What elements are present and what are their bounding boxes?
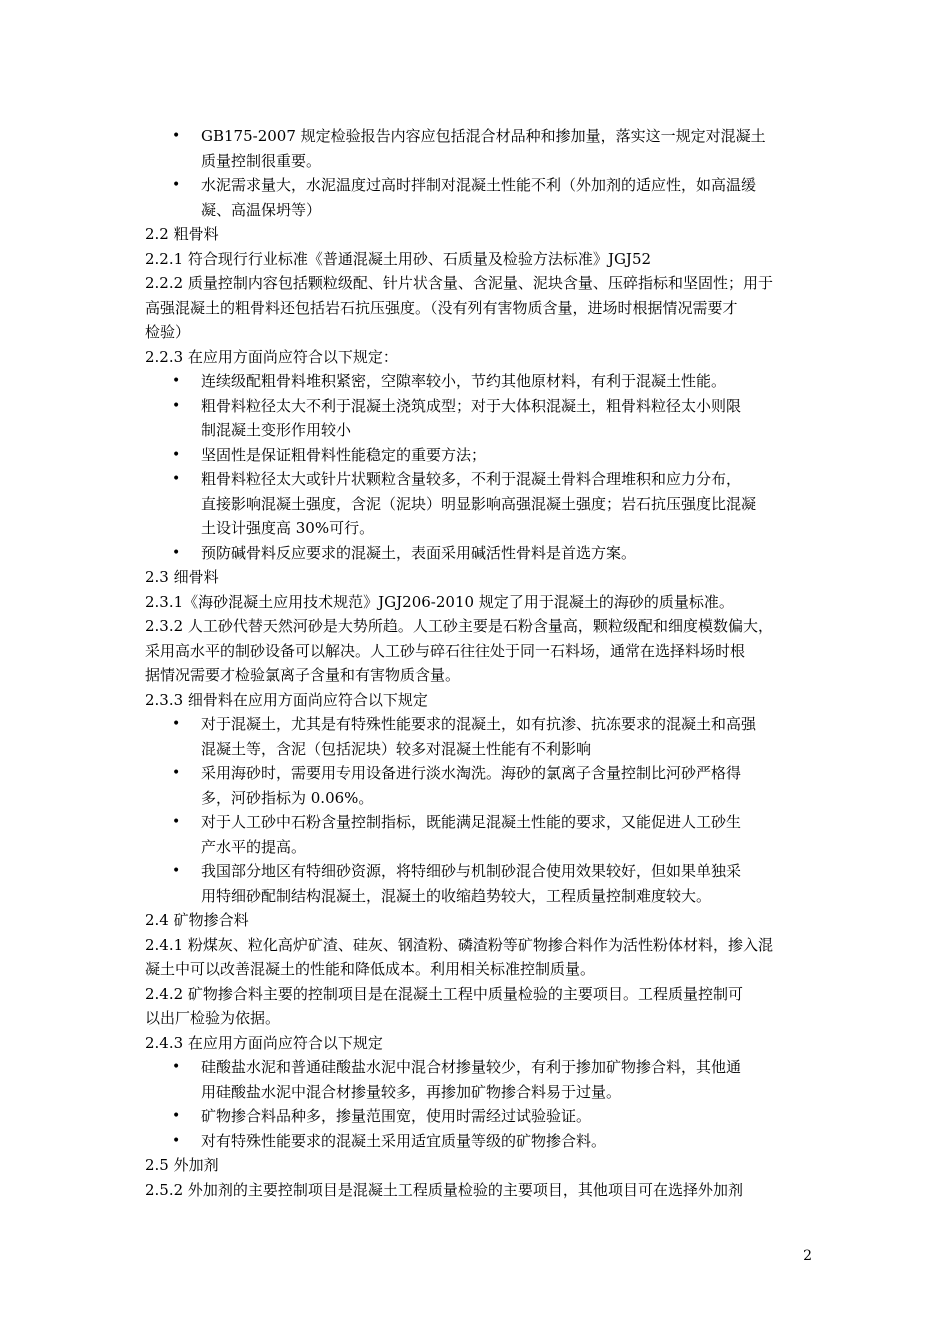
paragraph-line <box>145 271 810 296</box>
line-text: 采用海砂时，需要用专用设备进行淡水淘洗。海砂的氯离子含量控制比河砂严格得 <box>201 764 742 782</box>
bullet-item-continuation <box>145 835 810 860</box>
paragraph-line <box>145 614 810 639</box>
bullet-icon: • <box>172 544 181 561</box>
line-text: GB175-2007 规定检验报告内容应包括混合材品种和掺加量，落实这一规定对混凝土 <box>201 127 766 145</box>
line-text: 用硅酸盐水泥中混合材掺量较多，再掺加矿物掺合料易于过量。 <box>201 1082 622 1101</box>
line-text: 硅酸盐水泥和普通硅酸盐水泥中混合材掺量较少，有利于掺加矿物掺合料，其他通 <box>201 1058 742 1076</box>
bullet-item <box>145 761 810 786</box>
bullet-item-continuation <box>145 884 810 909</box>
line-text: 2.5 外加剂 <box>145 1156 219 1174</box>
line-text: 2.2.2 质量控制内容包括颗粒级配、针片状含量、含泥量、泥块含量、压碎指标和坚固性；用于 <box>145 274 773 292</box>
line-text: 2.4.2 矿物掺合料主要的控制项目是在混凝土工程中质量检验的主要项目。工程质量控制可 <box>145 984 743 1003</box>
bullet-item-continuation <box>145 492 810 517</box>
bullet-item-continuation <box>145 786 810 811</box>
bullet-icon: • <box>172 716 181 732</box>
bullet-item <box>145 1055 810 1080</box>
line-text: 粗骨料粒径太大不利于混凝土浇筑成型；对于大体积混凝土，粗骨料粒径太小则限 <box>201 396 742 415</box>
paragraph-line <box>145 639 810 664</box>
bullet-item <box>145 467 810 492</box>
page-number: 2 <box>803 1248 812 1264</box>
bullet-item <box>145 1104 810 1129</box>
line-text: 2.3 细骨料 <box>145 568 219 586</box>
line-text: 多，河砂指标为 0.06%。 <box>201 788 374 807</box>
bullet-item-continuation <box>145 149 810 174</box>
bullet-icon: • <box>172 177 181 193</box>
bullet-icon: • <box>172 471 181 487</box>
bullet-icon: • <box>172 373 181 389</box>
line-text: 对于人工砂中石粉含量控制指标，既能满足混凝土性能的要求，又能促进人工砂生 <box>201 813 742 831</box>
document-body <box>145 124 810 1202</box>
section-heading <box>145 222 810 247</box>
line-text: 质量控制很重要。 <box>201 151 322 170</box>
line-text: 制混凝土变形作用较小 <box>201 421 352 439</box>
line-text: 连续级配粗骨料堆积紧密，空隙率较小，节约其他原材料，有利于混凝土性能。 <box>201 372 727 390</box>
bullet-item <box>145 369 810 394</box>
bullet-item <box>145 443 810 468</box>
line-text: 2.2 粗骨料 <box>145 225 219 243</box>
bullet-icon: • <box>172 397 181 414</box>
bullet-item-continuation <box>145 516 810 541</box>
paragraph-line <box>145 590 810 615</box>
line-text: 2.4 矿物掺合料 <box>145 911 249 929</box>
line-text: 用特细砂配制结构混凝土，混凝土的收缩趋势较大，工程质量控制难度较大。 <box>201 886 712 905</box>
bullet-icon: • <box>172 128 181 144</box>
bullet-item-continuation <box>145 737 810 762</box>
line-text: 2.3.2 人工砂代替天然河砂是大势所趋。人工砂主要是石粉含量高，颗粒级配和细度模数偏大， <box>145 617 773 635</box>
line-text: 我国部分地区有特细砂资源，将特细砂与机制砂混合使用效果较好，但如果单独采 <box>201 862 742 880</box>
line-text: 对于混凝土，尤其是有特殊性能要求的混凝土，如有抗渗、抗冻要求的混凝土和高强 <box>201 715 757 733</box>
line-text: 以出厂检验为依据。 <box>145 1009 281 1027</box>
paragraph-line <box>145 1178 810 1203</box>
line-text: 2.3.1《海砂混凝土应用技术规范》JGJ206-2010 规定了用于混凝土的海砂的质量标准。 <box>145 592 734 611</box>
paragraph-line <box>145 247 810 272</box>
bullet-icon: • <box>172 1108 181 1124</box>
line-text: 检验） <box>145 323 191 341</box>
line-text: 矿物掺合料品种多，掺量范围宽，使用时需经过试验验证。 <box>201 1107 592 1125</box>
bullet-icon: • <box>172 446 181 463</box>
paragraph-line <box>145 1006 810 1031</box>
bullet-item <box>145 394 810 419</box>
line-text: 粗骨料粒径太大或针片状颗粒含量较多，不利于混凝土骨料合理堆积和应力分布， <box>201 470 742 488</box>
bullet-item <box>145 810 810 835</box>
paragraph-line <box>145 957 810 982</box>
line-text: 坚固性是保证粗骨料性能稳定的重要方法； <box>201 445 487 464</box>
bullet-icon: • <box>172 765 181 781</box>
bullet-item <box>145 124 810 149</box>
line-text: 2.2.1 符合现行行业标准《普通混凝土用砂、石质量及检验方法标准》JGJ52 <box>145 249 652 268</box>
line-text: 2.5.2 外加剂的主要控制项目是混凝土工程质量检验的主要项目，其他项目可在选择外加剂 <box>145 1180 743 1199</box>
paragraph-line <box>145 320 810 345</box>
bullet-item-continuation <box>145 418 810 443</box>
line-text: 水泥需求量大，水泥温度过高时拌制对混凝土性能不利（外加剂的适应性，如高温缓 <box>201 176 757 194</box>
bullet-item <box>145 1129 810 1154</box>
bullet-icon: • <box>172 863 181 879</box>
bullet-icon: • <box>172 814 181 830</box>
section-heading <box>145 565 810 590</box>
bullet-item-continuation <box>145 198 810 223</box>
line-text: 直接影响混凝土强度，含泥（泥块）明显影响高强混凝土强度；岩石抗压强度比混凝 <box>201 494 757 513</box>
line-text: 据情况需要才检验氯离子含量和有害物质含量。 <box>145 666 461 684</box>
line-text: 采用高水平的制砂设备可以解决。人工砂与碎石往往处于同一石料场，通常在选择料场时根 <box>145 641 746 660</box>
line-text: 2.4.1 粉煤灰、粒化高炉矿渣、硅灰、钢渣粉、磷渣粉等矿物掺合料作为活性粉体材料，掺入混 <box>145 935 773 954</box>
line-text: 对有特殊性能要求的混凝土采用适宜质量等级的矿物掺合料。 <box>201 1131 607 1150</box>
paragraph-line <box>145 345 810 370</box>
paragraph-line <box>145 933 810 958</box>
paragraph-line <box>145 296 810 321</box>
line-text: 凝土中可以改善混凝土的性能和降低成本。利用相关标准控制质量。 <box>145 960 596 978</box>
line-text: 预防碱骨料反应要求的混凝土，表面采用碱活性骨料是首选方案。 <box>201 543 637 562</box>
bullet-item-continuation <box>145 1080 810 1105</box>
section-heading <box>145 1153 810 1178</box>
paragraph-line <box>145 982 810 1007</box>
bullet-item <box>145 541 810 566</box>
bullet-item <box>145 173 810 198</box>
paragraph-line <box>145 688 810 713</box>
line-text: 混凝土等，含泥（包括泥块）较多对混凝土性能有不利影响 <box>201 739 592 758</box>
paragraph-line <box>145 663 810 688</box>
bullet-icon: • <box>172 1059 181 1075</box>
section-heading <box>145 908 810 933</box>
bullet-icon: • <box>172 1132 181 1149</box>
bullet-item <box>145 712 810 737</box>
line-text: 2.3.3 细骨料在应用方面尚应符合以下规定 <box>145 690 428 709</box>
paragraph-line <box>145 1031 810 1056</box>
bullet-item <box>145 859 810 884</box>
line-text: 凝、高温保坍等） <box>201 200 322 219</box>
line-text: 土设计强度高 30%可行。 <box>201 519 375 537</box>
line-text: 产水平的提高。 <box>201 837 307 856</box>
line-text: 高强混凝土的粗骨料还包括岩石抗压强度。（没有列有害物质含量，进场时根据情况需要才 <box>145 298 738 317</box>
line-text: 2.4.3 在应用方面尚应符合以下规定 <box>145 1033 383 1052</box>
line-text: 2.2.3 在应用方面尚应符合以下规定： <box>145 347 398 366</box>
